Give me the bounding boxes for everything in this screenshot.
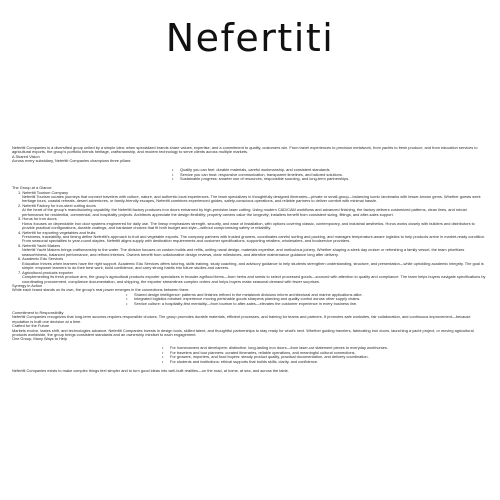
- vision-heading: A Shared Vision: [12, 153, 40, 159]
- list-item: • Integrated logistics mindset: experience moving perishable goods sharpens planning and quality control across other supply chains.: [126, 297, 488, 301]
- future-heading: Crafted for the Future: [12, 323, 50, 329]
- subsidiary-heading: 2. Nefertiti Factory for iron-steel cutting doors: [18, 202, 96, 208]
- list-item: • Sustainable progress: smarter use of resources, responsible sourcing, and long-term partnerships.: [172, 177, 488, 181]
- synergy-text: While each brand stands on its own, the group's real power emerges in the connections between them:: [12, 287, 190, 293]
- subsidiary-text: At the heart of the group's manufacturing capability, the Nefertiti factory produces iron doors enhanced by high-precision laser cutting. Using modern CAD/CAM workflows and advanced finishing, the factory delivers customized patterns, clean lines, and robust performance for residential, commercial, and hospitality projects. Architects appreciate the design flexibility; property owners value the longevity; installers benefit from consistent sizing, fittings, and after-sales support.: [22, 207, 467, 217]
- subsidiary-text: Education thrives when learners have the right support. Academic Edu Services offers tutoring, skills training, study coaching, and advisory guidance to help students strengthen understanding, structure, and presentation—while upholding academic integrity. The goal is simple: empower learners to do their best work, build confidence, and carry strong habits into future studies and careers.: [22, 260, 484, 271]
- list-item: • For students and institutions: ethical supports that builds skills, clarity, and confidence.: [162, 360, 488, 364]
- subsidiary-text: Nefertiti Yacht Makers brings craftsmanship to the water. The division focuses on custom builds and refits, uniting naval design, materials expertise, and meticulous joinery. Whether shaping a sleek day cruiser or refreshing a family vessel, the team prioritizes seaworthiness, balanced performance, and refined interiors. Owners benefit from collaborative design reviews, clear milestones, and attentive maintenance guidance long after delivery.: [22, 247, 465, 257]
- ways-heading: One Group, Many Ways to Help: [12, 336, 67, 342]
- subsidiaries-list: [12, 191, 488, 285]
- list-item: • For homeowners and developers: distinctive, long-lasting iron doors—from laser-cut statement pieces to everyday workhorses.: [162, 346, 488, 350]
- pillars-list: [12, 168, 488, 181]
- subsidiary-heading: 3. Horus for iron doors: [18, 216, 57, 222]
- intro-paragraph: Nefertiti Companies is a diversified group united by a simple idea: when specialized brands share values, expertise, and a commitment to quality, customers win. From travel experiences to precision metalwork, from yachts to fresh produce, and from education services to agricultural exports, the group's portfolio blends heritage, craftsmanship, and modern technology to serve clients across multiple markets.: [12, 145, 478, 155]
- glance-heading: The Group at a Glance: [12, 185, 52, 191]
- subsidiary-text: Horus focuses on dependable iron door systems engineered for daily use. The lineup emphasizes strength, security, and ease of installation, with options covering classic, contemporary, and industrial aesthetics. Horus works closely with builders and distributors to provide practical configurations, durable coatings, and hardware choices that fit both budget and style—without compromising safety or reliability.: [22, 220, 475, 231]
- subsidiary-text: Complementing its fresh produce arm, the group's agricultural products exporter specializes in broader agrifood items—from herbs and seeds to select processed goods—sourced with attention to quality and compliance. The team helps buyers navigate specifications by coordinating procurement, compliance documentation, and shipping, the exporter streamlines complex orders and helps buyers make seasonal demand with fewer surprises.: [22, 274, 486, 284]
- page-title: Nefertiti: [165, 16, 335, 60]
- document-body: [12, 146, 488, 373]
- responsibility-text: Nefertiti Companies recognizes that long-term success requires responsible choices. The group promotes durable materials, efficient processes, and training for teams and partners. It promotes safe worksites, fair collaboration, and continuous improvement—because reputation is built one decision at a time.: [12, 314, 471, 324]
- ways-list: [12, 346, 488, 364]
- synergy-heading: Synergy in Action: [12, 283, 43, 289]
- list-item: • Shared design intelligence: patterns and finishes refined in the metalwork divisions inform architectural and marine applications alike.: [126, 293, 488, 297]
- list-item: • Service you can trust: responsive communication, transparent timelines, and tailored solutions.: [172, 173, 488, 177]
- subsidiary-text: Freshness, traceability, and timing define Nefertiti's approach to fruit and vegetable exports. The company partners with trusted growers, coordinates careful sorting and packing, and manages temperature-aware logistics to help products arrive in market-ready condition. From seasonal specialties to year-round staples, Nefertiti aligns supply with destination requirements and customer specifications, supporting retailers, wholesalers, and foodservice providers.: [22, 234, 485, 244]
- closing-paragraph: Nefertiti Companies exists to make complex things feel simpler and to turn good ideas into well-built realities—on the road, at home, at sea, and across the table.: [12, 367, 289, 373]
- subsidiary-heading: 7. Agricultural products exporter: [18, 269, 73, 275]
- subsidiary-heading: 1. Nefertiti Tourism Company: [18, 189, 69, 195]
- responsibility-heading: Commitment to Responsibility: [12, 309, 64, 315]
- subsidiary-heading: 6. Academic Edu Services: [18, 256, 64, 262]
- subsidiary-heading: 5. Nefertiti Yacht Makers: [18, 242, 61, 248]
- future-text: Markets evolve, tastes shift, and technologies advance. Nefertiti Companies invests in design tools, skilled talent, and thoughtful partnerships to stay ready for what's next. Whether guiding travelers, fabricating iron doors, launching a yacht project, or moving agricultural products worldwide, the group brings consistent standards and an ownership mindset to each engagement.: [12, 327, 474, 337]
- document-page: [12, 0, 488, 373]
- vision-text: Across every subsidiary, Nefertiti Companies champions three pillars:: [12, 158, 132, 164]
- list-item: • For travelers and tour planners: curated itineraries, reliable operations, and meaningful cultural connections.: [162, 351, 488, 355]
- list-item: • For growers, importers, and food buyers: steady product quality, practical documentation, and delivery coordination.: [162, 355, 488, 359]
- subsidiary-text: Nefertiti Tourism curates journeys that connect travelers with culture, nature, and authentic local experiences. The team specializes in thoughtfully designed itineraries—private or small-group—balancing iconic landmarks with lesser-known gems. Whether guests seek heritage tours, coastal retreats, desert adventures, or family-friendly escapes, Nefertiti combines experienced guides, safety-conscious operations, and reliable partners to deliver comfort with minimal hassle.: [22, 193, 481, 204]
- synergy-list: [12, 293, 488, 306]
- subsidiary-heading: 4. Nefertiti for exporting vegetables and fruits: [18, 229, 96, 235]
- list-item: • Quality you can feel: durable materials, careful workmanship, and consistent standards.: [172, 168, 488, 172]
- list-item: • Service culture: a hospitality-first mentality—from tourism to after-sales—elevates the customer experience in every business line.: [126, 302, 488, 306]
